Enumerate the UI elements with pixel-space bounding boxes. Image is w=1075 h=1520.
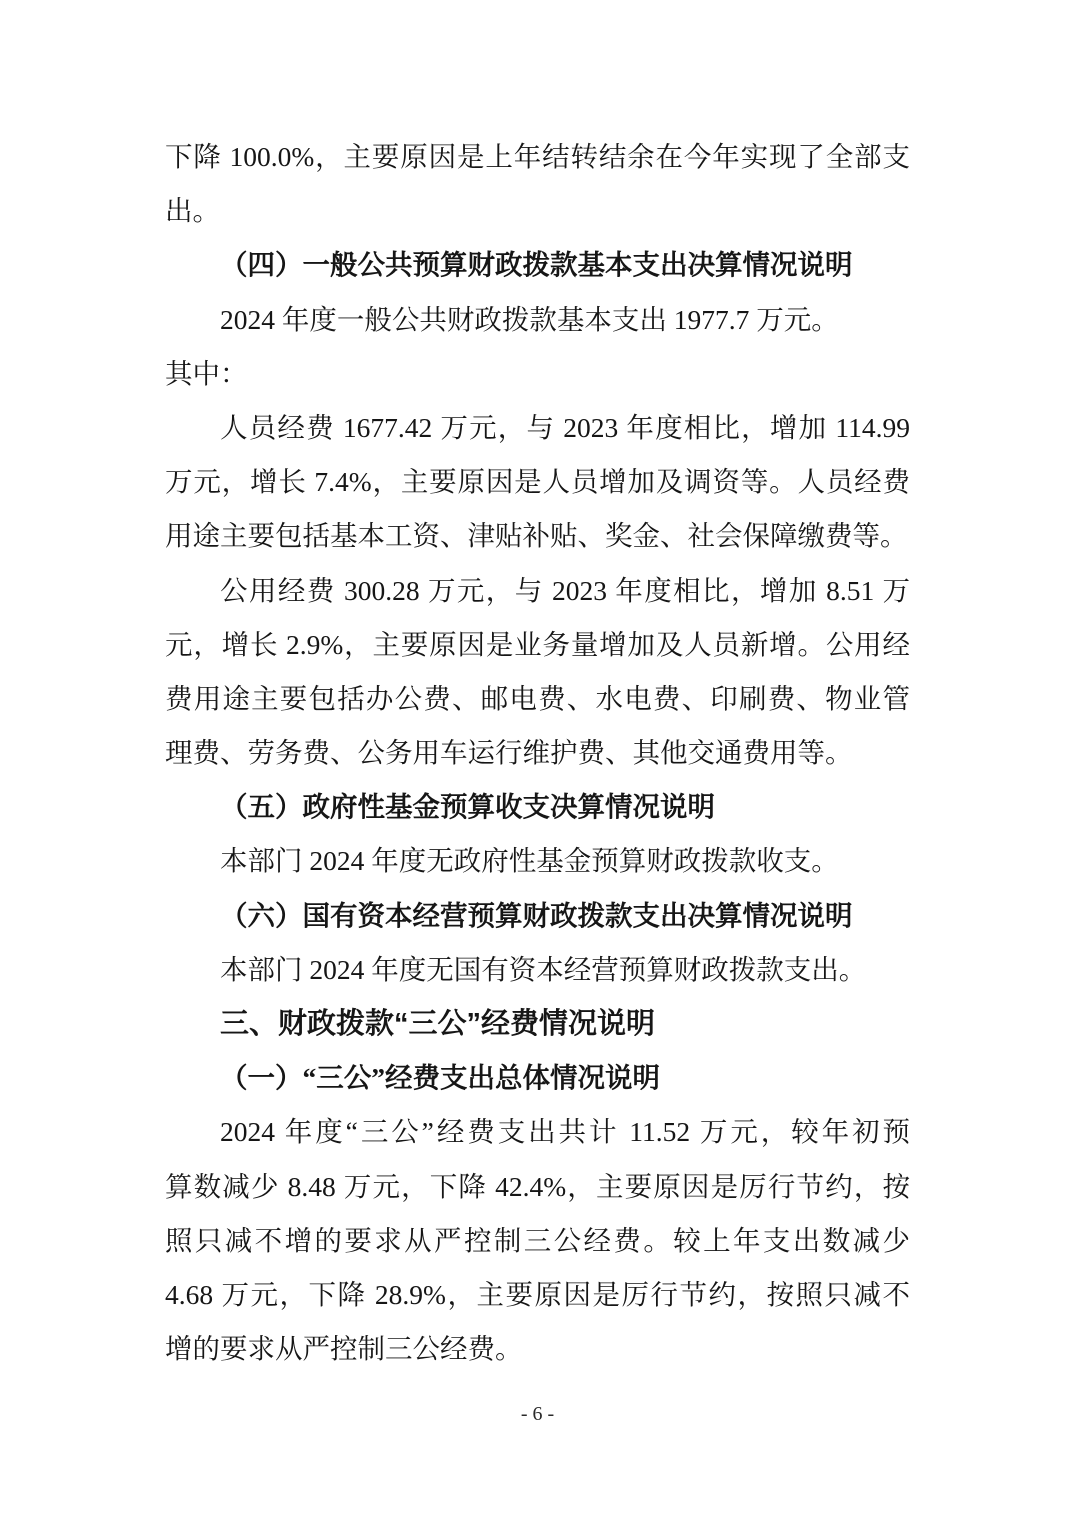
text-line: 用途主要包括基本工资、津贴补贴、奖金、社会保障缴费等。 (165, 520, 908, 552)
text-line: 公用经费 300.28 万元，与 2023 年度相比，增加 8.51 万 (220, 574, 910, 606)
text-line: 下降 100.0%，主要原因是上年结转结余在今年实现了全部支 (165, 141, 910, 172)
text-line: 其中： (165, 357, 248, 389)
text-line: （一）“三公”经费支出总体情况说明 (220, 1062, 660, 1094)
text-line: 人员经费 1677.42 万元，与 2023 年度相比，增加 114.99 (220, 411, 910, 443)
text-line: 4.68 万元，下降 28.9%，主要原因是厉行节约，按照只减不 (165, 1278, 910, 1310)
text-line: 增的要求从严控制三公经费。 (165, 1333, 523, 1365)
text-line: 元，增长 2.9%，主要原因是业务量增加及人员新增。公用经 (165, 628, 910, 660)
text-line: （四）一般公共预算财政拨款基本支出决算情况说明 (220, 249, 853, 281)
text-line: 算数减少 8.48 万元，下降 42.4%，主要原因是厉行节约，按 (165, 1170, 910, 1202)
text-line: 出。 (165, 195, 220, 227)
text-line: 三、财政拨款“三公”经费情况说明 (220, 1008, 656, 1040)
text-line: （五）政府性基金预算收支决算情况说明 (220, 791, 715, 823)
text-line: 费用途主要包括办公费、邮电费、水电费、印刷费、物业管 (165, 682, 910, 714)
text-line: 本部门 2024 年度无政府性基金预算财政拨款收支。 (220, 845, 839, 877)
text-line: 本部门 2024 年度无国有资本经营预算财政拨款支出。 (220, 953, 867, 985)
text-line: 2024 年度一般公共财政拨款基本支出 1977.7 万元。 (220, 303, 839, 335)
text-line: 2024 年度“三公”经费支出共计 11.52 万元，较年初预 (220, 1116, 910, 1148)
document-body (165, 130, 910, 1376)
text-line: 理费、劳务费、公务用车运行维护费、其他交通费用等。 (165, 737, 853, 769)
text-line: 万元，增长 7.4%，主要原因是人员增加及调资等。人员经费 (165, 466, 910, 498)
text-line: 照只减不增的要求从严控制三公经费。较上年支出数减少 (165, 1224, 910, 1256)
text-line: （六）国有资本经营预算财政拨款支出决算情况说明 (220, 899, 853, 931)
page-number: - 6 - (520, 1403, 555, 1425)
